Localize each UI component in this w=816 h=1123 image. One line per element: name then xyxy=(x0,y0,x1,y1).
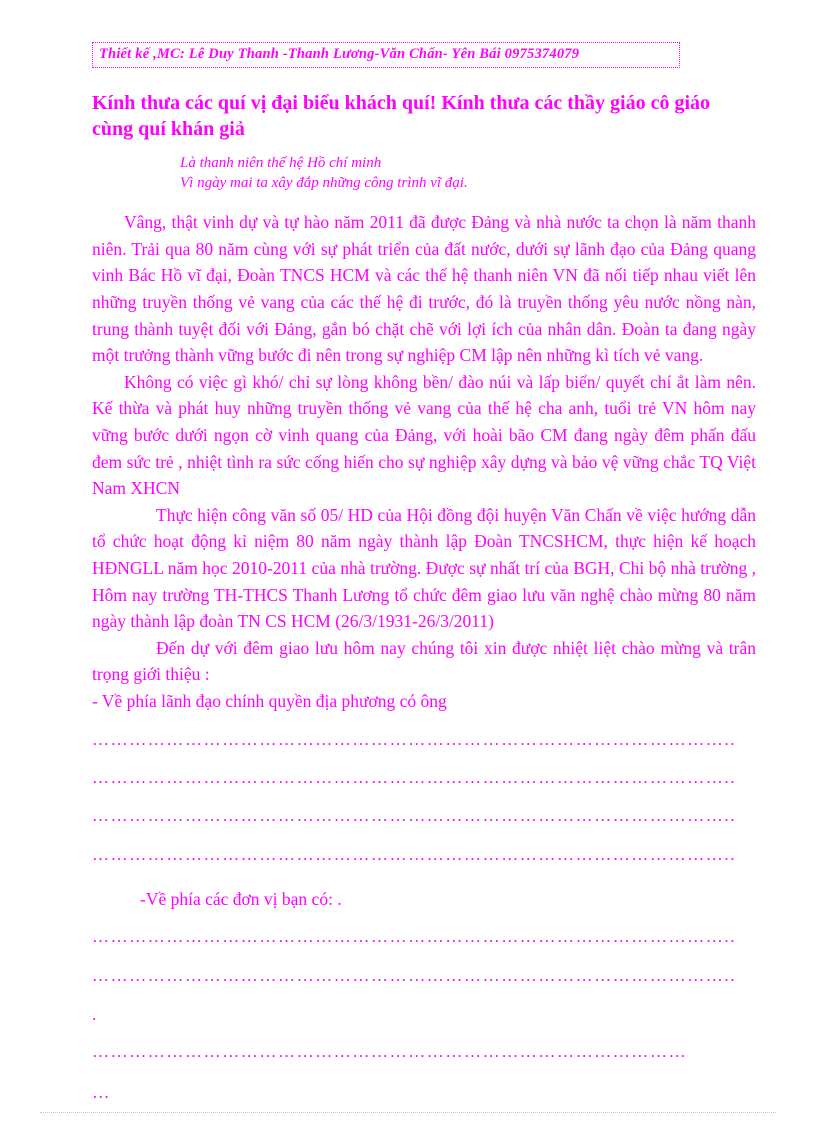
label-partner-units: -Về phía các đơn vị bạn có: . xyxy=(140,888,342,909)
paragraph-3: Thực hiện công văn số 05/ HD của Hội đồng đội huyện Văn Chấn về việc hướng dẫn tổ chức hoạt động kỉ niệm 80 năm ngày thành lập Đoàn TNCSHCM, thực hiện kế hoạch HĐNGLL năm học 2010-2011 của nhà trường. Được sự nhất trí của BGH, Chi bộ nhà trường , Hôm nay trường TH-THCS Thanh Lương tổ chức đêm giao lưu văn nghệ chào mừng 80 năm ngày thành lập đoàn TN CS HCM (26/3/1931-26/3/2011) xyxy=(92,504,756,632)
designer-credit-box xyxy=(92,42,680,68)
dotted-blank-line-7: …………………………………………………………………………………… xyxy=(92,1042,688,1062)
dotted-blank-line-5: ………………………………………………………………………………………….. xyxy=(92,927,737,947)
greeting-heading: Kính thưa các quí vị đại biểu khách quí! Kính thưa các thầy giáo cô giáo cùng quí khán giả xyxy=(92,92,710,141)
designer-credit-text: Thiết kế ,MC: Lê Duy Thanh -Thanh Lương-Văn Chấn- Yên Bái 0975374079 xyxy=(99,46,580,62)
dotted-blank-line-1: ………………………………………………………………………………………….. xyxy=(92,729,737,749)
dotted-blank-line-4: ………………………………………………………………………………………….. xyxy=(92,844,737,864)
slogan-line-2: Vì ngày mai ta xây đắp những công trình vĩ đại. xyxy=(180,175,468,192)
body-block xyxy=(92,209,756,1105)
dotted-blank-line-2: ………………………………………………………………………………………….. xyxy=(92,767,737,787)
dotted-blank-line-3: ………………………………………………………………………………………….. xyxy=(92,806,737,826)
label-local-leaders: - Về phía lãnh đạo chính quyền địa phương có ông xyxy=(92,690,447,711)
single-dot-line: . xyxy=(92,1003,97,1024)
paragraph-2: Không có việc gì khó/ chỉ sự lòng không bền/ đào núi và lấp biển/ quyết chí ắt làm nên. Kế thừa và phát huy những truyền thống vẻ vang của thế hệ cha anh, tuổi trẻ VN hôm nay vững bước dưới ngọn cờ vinh quang của Đảng, với hoài bão CM đang ngày đêm phấn đấu đem sức trẻ , nhiệt tình ra sức cống hiến cho sự nghiệp xây dựng và bảo vệ vững chắc TQ Việt Nam XHCN xyxy=(92,371,756,499)
footer-divider xyxy=(40,1112,776,1113)
dotted-blank-line-6: ………………………………………………………………………………………….. xyxy=(92,965,737,985)
paragraph-1: Vâng, thật vinh dự và tự hào năm 2011 đã được Đảng và nhà nước ta chọn là năm thanh niên. Trải qua 80 năm cùng với sự phát triển của đất nước, dưới sự lãnh đạo của Đảng quang vinh Bác Hồ vĩ đại, Đoàn TNCS HCM và các thế hệ thanh niên VN đã nối tiếp nhau viết lên những truyền thống vẻ vang của các thế hệ đi trước, đó là truyền thống yêu nước nồng nàn, trung thành tuyệt đối với Đảng, gắn bó chặt chẽ với lợi ích của nhân dân. Đoàn ta đang ngày một trưởng thành vững bước đi nên trong sự nghiệp CM lập nên những kì tích vẻ vang. xyxy=(92,212,756,366)
ellipsis-line: … xyxy=(92,1082,110,1103)
paragraph-4: Đến dự với đêm giao lưu hôm nay chúng tôi xin được nhiệt liệt chào mừng và trân trọng giới thiệu : xyxy=(92,637,756,685)
document-content xyxy=(92,42,756,1106)
slogan-line-1: Là thanh niên thế hệ Hồ chí minh xyxy=(180,154,382,171)
